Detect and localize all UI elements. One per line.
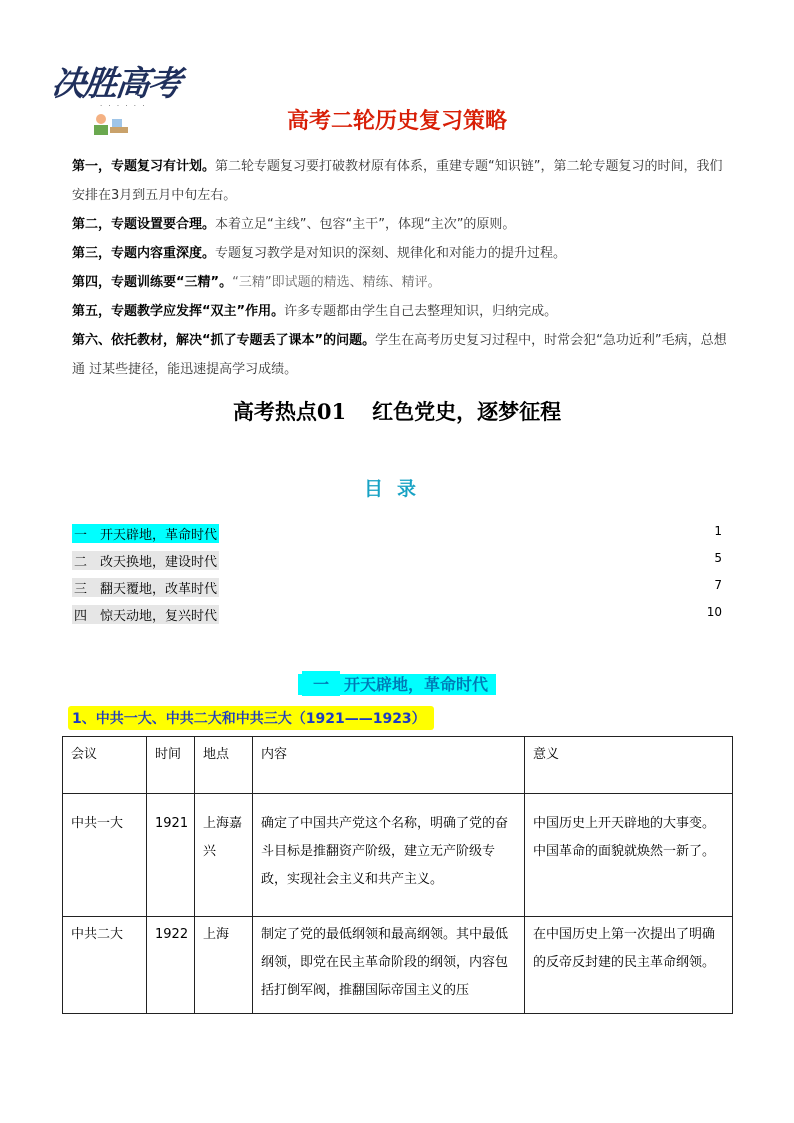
chapter-heading: 一 开天辟地，革命时代	[0, 671, 794, 696]
meaning-cell: 中国历史上开天辟地的大事变。中国革命的面貌就焕然一新了。	[525, 794, 733, 917]
table-of-contents	[72, 522, 722, 630]
table-header-row	[63, 737, 733, 794]
toc-page-number: 1	[714, 524, 722, 538]
content-cell: 制定了党的最低纲领和最高纲领。其中最低纲领，即党在民主革命阶段的纲领，内容包括打倒军阀，推翻国际帝国主义的压	[261, 927, 509, 998]
toc-item[interactable]: 四 惊天动地，复兴时代 10	[74, 605, 722, 624]
place-cell: 上海	[195, 917, 253, 1014]
content-cell: 确定了中国共产党这个名称，明确了党的奋斗目标是推翻资产阶级，建立无产阶级专政，实现社会主义和共产主义。	[253, 794, 525, 917]
place-cell: 上海嘉兴	[195, 794, 253, 917]
intro-item: 第五，专题教学应发挥“双主”作用。许多专题都由学生自己去整理知识，归纳完成。	[72, 304, 558, 319]
column-header: 意义	[525, 737, 733, 794]
intro-item: 第三，专题内容重深度。专题复习教学是对知识的深刻、规律化和对能力的提升过程。	[72, 246, 567, 261]
table-row	[63, 794, 733, 917]
column-header: 时间	[147, 737, 195, 794]
meeting-cell: 中共二大	[63, 917, 147, 1014]
toc-page-number: 7	[714, 578, 722, 592]
intro-paragraphs	[72, 152, 732, 384]
section-title: 高考热点01 红色党史，逐梦征程	[232, 399, 562, 424]
intro-item: 第六、依托教材，解决“抓了专题丢了课本”的问题。学生在高考历史复习过程中，时常会犯“急功近利”毛病，总想通 过某些捷径，能迅速提高学习成绩。	[72, 333, 727, 377]
toc-item[interactable]: 二 改天换地，建设时代 5	[74, 551, 722, 570]
table-row	[63, 917, 733, 1014]
sub-heading: 1、中共一大、中共二大和中共三大（1921——1923）	[68, 706, 434, 730]
toc-item[interactable]: 一 开天辟地，革命时代 1	[74, 524, 722, 543]
document-title: 高考二轮历史复习策略	[286, 109, 507, 134]
column-header: 地点	[195, 737, 253, 794]
toc-page-number: 5	[714, 551, 722, 565]
toc-item[interactable]: 三 翻天覆地，改革时代 7	[74, 578, 722, 597]
meetings-table	[62, 736, 733, 1014]
year-cell: 1921	[147, 794, 195, 917]
toc-title: 目录	[363, 478, 430, 500]
logo-text: 决胜高考	[49, 64, 182, 104]
meaning-cell: 在中国历史上第一次提出了明确的反帝反封建的民主革命纲领。	[525, 917, 733, 1014]
toc-page-number: 10	[706, 605, 722, 619]
column-header: 会议	[63, 737, 147, 794]
column-header: 内容	[253, 737, 525, 794]
logo-decoration: · · · · · ·	[100, 102, 147, 110]
intro-item: 第二，专题设置要合理。本着立足“主线”、包容“主干”，体现“主次”的原则。	[72, 217, 516, 232]
intro-item: 第一，专题复习有计划。第二轮专题复习要打破教材原有体系，重建专题“知识链”，第二轮专题复习的时间，我们安排在3月到五月中旬左右。	[72, 159, 723, 203]
intro-item: 第四，专题训练要“三精”。“三精”即试题的精选、精练、精评。	[72, 275, 441, 290]
year-cell: 1922	[147, 917, 195, 1014]
meeting-cell: 中共一大	[63, 794, 147, 917]
